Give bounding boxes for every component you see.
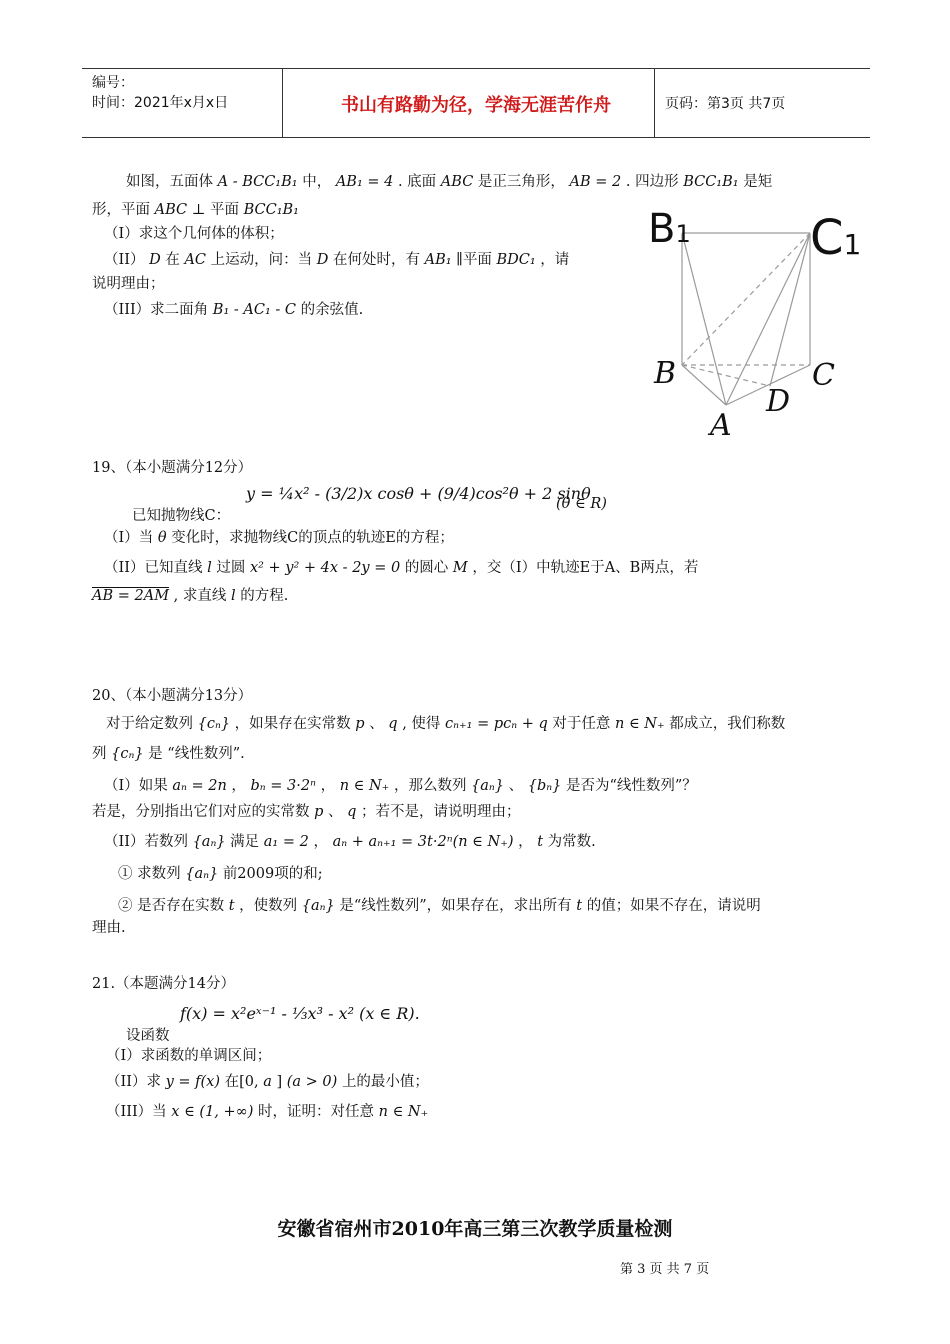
- text: （II）若数列: [104, 834, 188, 850]
- math: {bₙ}: [527, 778, 562, 794]
- q20-sub2-cont: 理由.: [92, 920, 126, 936]
- text: 若是，分别指出它们对应的实常数: [92, 804, 310, 820]
- math: AB = 2: [569, 174, 622, 190]
- q20-part1: [104, 774, 697, 795]
- text: 对于任意: [552, 716, 611, 732]
- text: 中，: [302, 174, 332, 190]
- math: cₙ₊₁ = pcₙ + q: [445, 716, 548, 732]
- math: ABC: [440, 174, 474, 190]
- edge-b1-a: [682, 233, 726, 405]
- math: {aₙ}: [185, 866, 219, 882]
- text: ；若不是，请说明理由；: [361, 804, 521, 820]
- text: 都成立，我们称数: [669, 716, 786, 732]
- text: （I）如果: [104, 778, 168, 794]
- q19-part1: [104, 526, 454, 547]
- text: 平面: [209, 202, 239, 218]
- text: ，: [518, 834, 533, 850]
- text: 上的最小值；: [341, 1074, 429, 1090]
- footer-page-number: 第 3 页 共 7 页: [620, 1262, 710, 1277]
- label-sub: 1: [675, 220, 691, 248]
- text: , 求直线: [173, 588, 227, 604]
- q19-known: 已知抛物线C：: [132, 508, 231, 524]
- text: ，交（I）中轨迹E于A、B两点，若: [472, 560, 699, 576]
- header-motto: 书山有路勤为径，学海无涯苦作舟: [341, 95, 611, 116]
- text: 满足: [230, 834, 260, 850]
- edge-c1-a: [726, 233, 810, 405]
- q21-part3: [106, 1100, 428, 1121]
- text: 的值；如果不存在，请说明: [586, 898, 761, 914]
- text: 为常数.: [547, 834, 596, 850]
- text: 过圆: [216, 560, 246, 576]
- text: ∥平面: [456, 252, 492, 268]
- math: A - BCC₁B₁: [217, 174, 298, 190]
- text: 在何处时，有: [332, 252, 420, 268]
- q18-part2-cont: 说明理由；: [92, 276, 165, 292]
- text: （I）当: [104, 530, 154, 546]
- label-d: D: [766, 384, 791, 419]
- q20-line2: [92, 742, 245, 763]
- q19-equation: y = ¼x² - (3/2)x cosθ + (9/4)cos²θ + 2 sinθ: [246, 484, 591, 503]
- text: 的余弦值.: [300, 302, 364, 318]
- pentahedron-figure: [640, 200, 870, 450]
- text: ，如果存在实常数: [234, 716, 351, 732]
- text: 是矩: [743, 174, 773, 190]
- math: n ∈ N₊: [378, 1104, 429, 1120]
- text: ]: [276, 1074, 283, 1090]
- text: , 使得: [402, 716, 441, 732]
- math: x ∈ (1, +∞): [171, 1104, 254, 1120]
- text: 列: [92, 746, 107, 762]
- math: ABC ⊥: [154, 202, 206, 218]
- math: D: [316, 252, 329, 268]
- math: {cₙ}: [197, 716, 231, 732]
- math: {aₙ}: [471, 778, 505, 794]
- math: {aₙ}: [301, 898, 335, 914]
- text: 变化时，求抛物线C的顶点的轨迹E的方程；: [171, 530, 454, 546]
- math: p: [355, 716, 365, 732]
- q18-line1: [126, 170, 772, 191]
- q20-part1-cont: [92, 800, 521, 821]
- edge-b-a: [682, 365, 726, 405]
- math: {aₙ}: [192, 834, 226, 850]
- q20-part2: [104, 830, 596, 851]
- text: （III）当: [106, 1104, 167, 1120]
- q19-part2-cont: [92, 584, 288, 605]
- text: 前2009项的和;: [222, 866, 323, 882]
- math: BCC₁B₁: [683, 174, 739, 190]
- vector-equation: AB = 2AM: [92, 588, 170, 604]
- text: ② 是否存在实数: [118, 898, 225, 914]
- math: θ: [157, 530, 167, 546]
- text: 上运动，问：当: [210, 252, 313, 268]
- math: y = f(x): [165, 1074, 220, 1090]
- math: n ∈ N₊: [615, 716, 665, 732]
- math: AB₁ = 4: [335, 174, 394, 190]
- math: (a > 0): [286, 1074, 338, 1090]
- text: 的圆心: [404, 560, 449, 576]
- q18-part1: （I）求这个几何体的体积；: [104, 226, 284, 242]
- q19-heading: 19、（本小题满分12分）: [92, 460, 253, 476]
- q21-equation: f(x) = x²eˣ⁻¹ - ⅓x³ - x² (x ∈ R).: [180, 1004, 420, 1023]
- q21-heading: 21.（本题满分14分）: [92, 976, 236, 992]
- math: p: [314, 804, 324, 820]
- id-label: 编号：: [92, 75, 134, 91]
- text: ，: [231, 778, 246, 794]
- edge-b-d: [682, 365, 770, 386]
- text: 形，平面: [92, 202, 150, 218]
- text: 的方程.: [240, 588, 289, 604]
- q20-heading: 20、（本小题满分13分）: [92, 688, 253, 704]
- q18-part3: [104, 298, 363, 319]
- q18-part2: [104, 248, 569, 269]
- label-text: B: [648, 206, 676, 252]
- text: 时，证明：对任意: [258, 1104, 375, 1120]
- text: （III）求二面角: [104, 302, 209, 318]
- text: 是 “线性数列”.: [148, 746, 245, 762]
- header-page-label: 页码：第3页 共7页: [665, 96, 786, 112]
- q20-line1: [106, 712, 785, 733]
- label-text: C: [810, 210, 844, 266]
- math: l: [207, 560, 212, 576]
- math: bₙ = 3·2ⁿ: [250, 778, 316, 794]
- math: t: [537, 834, 544, 850]
- text: 、: [508, 778, 524, 794]
- math: n ∈ N₊: [339, 778, 390, 794]
- math: aₙ + aₙ₊₁ = 3t·2ⁿ(n ∈ N₊): [332, 834, 514, 850]
- math: BDC₁: [496, 252, 536, 268]
- text: 、: [369, 716, 384, 732]
- math: D: [149, 252, 161, 268]
- edge-c1-b: [682, 233, 810, 365]
- text: （II）: [104, 252, 145, 268]
- math: BCC₁B₁: [243, 202, 299, 218]
- math: B₁ - AC₁ - C: [212, 302, 296, 318]
- text: 、: [328, 804, 343, 820]
- q21-part1: （I）求函数的单调区间；: [106, 1048, 272, 1064]
- page-header: [82, 68, 870, 138]
- q19-condition: (θ ∈ R): [556, 496, 607, 512]
- label-sub: 1: [843, 228, 862, 261]
- text: ，那么数列: [393, 778, 467, 794]
- math: AB₁: [424, 252, 452, 268]
- q19-part2: [104, 556, 698, 577]
- q21-part2: [106, 1070, 429, 1091]
- math: a₁ = 2: [263, 834, 309, 850]
- math: q: [388, 716, 398, 732]
- math: q: [347, 804, 357, 820]
- text: ，: [313, 834, 328, 850]
- q18-line2: [92, 198, 299, 219]
- text: 是否为“线性数列”？: [565, 778, 697, 794]
- text: 对于给定数列: [106, 716, 193, 732]
- text: ，: [320, 778, 336, 794]
- header-meta: [92, 73, 228, 113]
- math: t: [576, 898, 583, 914]
- text: （II）求: [106, 1074, 161, 1090]
- footer-title: 安徽省宿州市2010年高三第三次教学质量检测: [277, 1218, 673, 1240]
- text: （II）已知直线: [104, 560, 203, 576]
- q20-sub1: [118, 862, 323, 883]
- text: 是正三角形，: [477, 174, 565, 190]
- math: a: [263, 1074, 272, 1090]
- text: 是“线性数列”，如果存在，求出所有: [339, 898, 572, 914]
- text: ，使数列: [239, 898, 298, 914]
- text: 在: [165, 252, 180, 268]
- text: ，请: [540, 252, 570, 268]
- math: x² + y² + 4x - 2y = 0: [249, 560, 401, 576]
- label-c1: [810, 210, 861, 266]
- text: ① 求数列: [118, 866, 181, 882]
- label-c: C: [812, 358, 835, 393]
- edge-c1-d: [770, 233, 810, 386]
- math: l: [230, 588, 236, 604]
- math: {cₙ}: [111, 746, 144, 762]
- text: 如图，五面体: [126, 174, 213, 190]
- label-a: A: [710, 408, 732, 443]
- text: 在[0,: [224, 1074, 259, 1090]
- q21-set: 设函数: [126, 1028, 170, 1044]
- math: M: [452, 560, 468, 576]
- q20-sub2: [118, 894, 761, 915]
- label-b: B: [654, 356, 677, 391]
- math: AC: [184, 252, 207, 268]
- math: aₙ = 2n: [172, 778, 227, 794]
- text: . 底面: [397, 174, 437, 190]
- math: t: [228, 898, 235, 914]
- label-b1: [648, 206, 691, 252]
- date-label: 时间：2021年x月x日: [92, 95, 229, 111]
- text: . 四边形: [625, 174, 679, 190]
- header-divider: [282, 69, 283, 137]
